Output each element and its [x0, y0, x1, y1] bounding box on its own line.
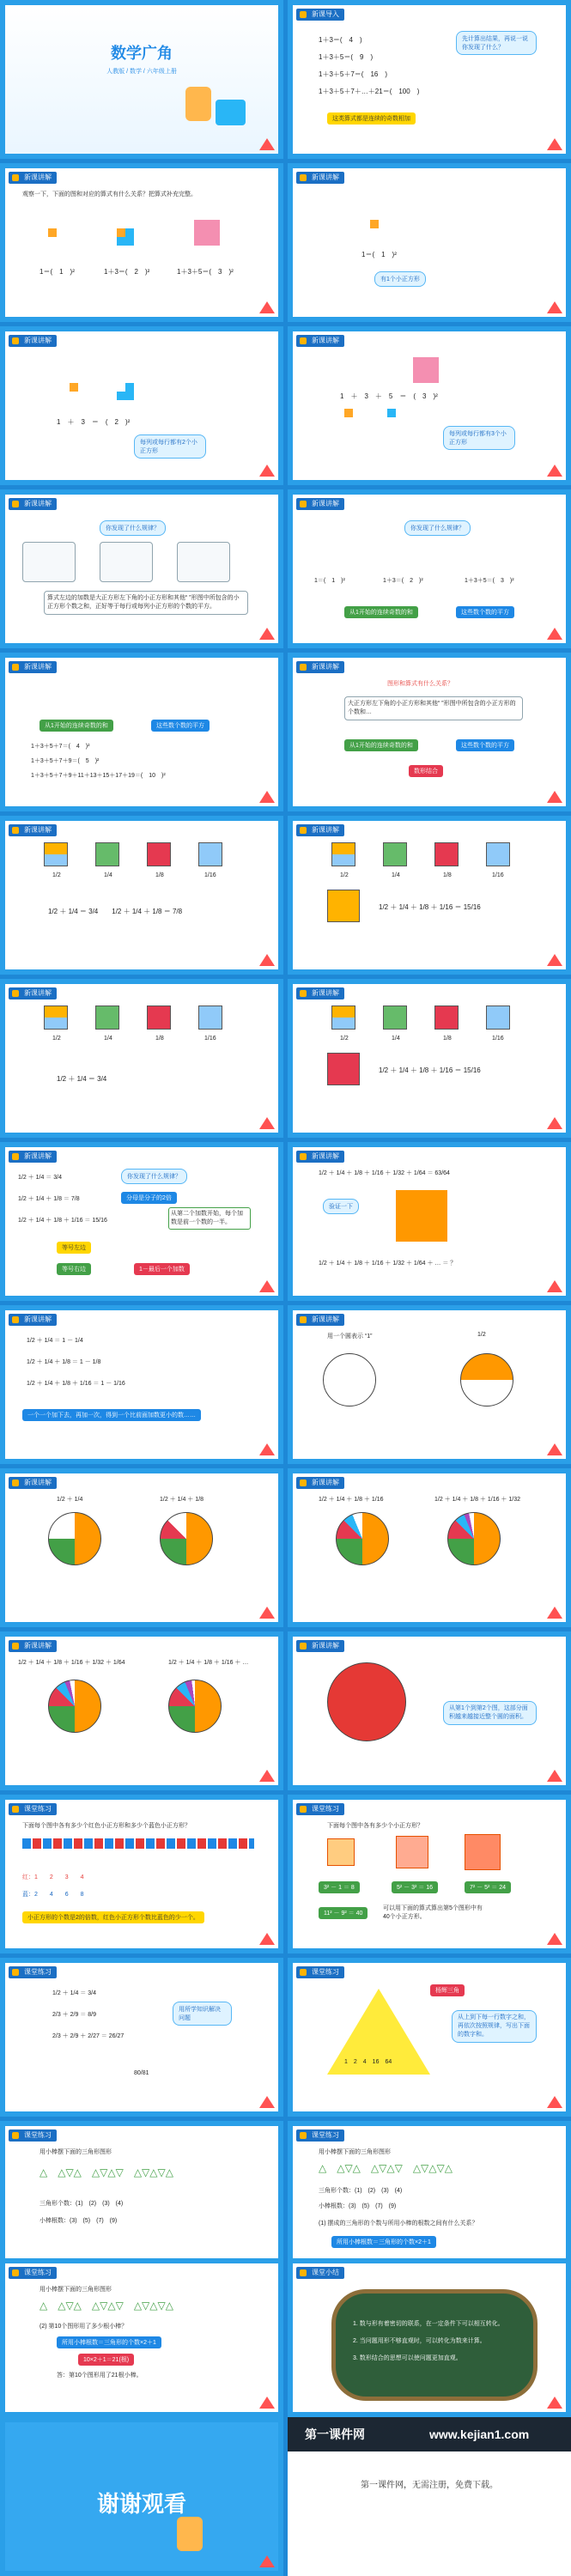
question-bubble: 你发现了什么规律？ — [121, 1169, 187, 1184]
question-bubble: 先计算出结果，再说一说你发现了什么？ — [456, 31, 537, 55]
half-circle — [460, 1353, 513, 1406]
summary-line: 3. 数形结合的思想可以使问题更加直观。 — [353, 2355, 462, 2361]
answer-text: 答：第10个图形用了21根小棒。 — [57, 2372, 143, 2379]
slide-16[interactable] — [288, 1142, 571, 1301]
pie-circle — [168, 1680, 222, 1733]
slide-header: 新课讲解 — [296, 1314, 344, 1326]
eq-3: 1＋3＋5＝( 3 )² — [465, 578, 514, 584]
slide-header: 新课讲解 — [9, 661, 57, 673]
pie-circle — [447, 1512, 501, 1565]
eq: 1 ＋ 3 ＝ ( 2 )² — [57, 418, 131, 426]
slide-header: 课堂练习 — [9, 2129, 57, 2142]
square-2a — [117, 228, 125, 237]
rule-tag-a: 从1开始的连续奇数的和 — [344, 739, 418, 751]
fraction-square-sixteenth — [486, 842, 510, 866]
eq-1: 1/2 ＋ 1/4 ＋ 1/8 ＋ 1/16 ＋ 1/32 ＋ 1/64 — [18, 1660, 125, 1666]
frac-label: 1/4 — [104, 872, 112, 878]
triangle-row: △ △▽△ △▽△▽ △▽△▽△ — [319, 2162, 453, 2174]
figure-box — [100, 542, 153, 582]
pie-circle — [160, 1512, 213, 1565]
eq-1: 1＝( 1 )² — [314, 578, 345, 584]
slide-end[interactable] — [0, 2417, 283, 2576]
slide-8[interactable] — [288, 489, 571, 648]
rule-tag-b: 这些数个数的平方 — [456, 606, 514, 618]
eq-tag: 7² － 5² ＝ 24 — [465, 1881, 511, 1893]
explain-bubble: 每列或每行都有2个小正方形 — [134, 434, 206, 459]
triangle-deco — [259, 301, 275, 313]
explain-bubble: 从第1个到第2个图，这部分面积越来越接近整个圆的面积。 — [443, 1701, 537, 1725]
triangle-row: △ △▽△ △▽△▽ △▽△▽△ — [39, 2300, 173, 2312]
slide-header: 课堂练习 — [9, 1966, 57, 1978]
slide-9[interactable] — [0, 653, 283, 811]
slide-header: 课堂练习 — [9, 2267, 57, 2279]
slide-header: 课堂小结 — [296, 2267, 344, 2279]
blue-count: 蓝：2 4 6 8 — [22, 1892, 84, 1898]
triangle-deco — [259, 1443, 275, 1455]
pie-circle — [336, 1512, 389, 1565]
slide-header: 新课讲解 — [9, 335, 57, 347]
eq-tag: 11² － 9² ＝ 40 — [319, 1907, 368, 1919]
slide-14[interactable] — [288, 979, 571, 1138]
banner-footer: 第一课件网，无需注册，免费下载。 — [361, 2481, 498, 2490]
slide-24[interactable] — [288, 1795, 571, 1953]
square-figure — [396, 1836, 428, 1868]
triangle-deco — [259, 2096, 275, 2108]
eq: 1/2 ＋ 1/4 ＝ 3/4 1/2 ＋ 1/4 ＋ 1/8 ＝ 7/8 — [48, 908, 183, 915]
triangle-deco — [547, 1280, 562, 1292]
slide-3[interactable] — [0, 163, 283, 322]
triangle-deco — [547, 1443, 562, 1455]
frac-label: 1/8 — [443, 872, 452, 878]
method-tag: 数形结合 — [409, 765, 443, 777]
triangle-deco — [547, 2096, 562, 2108]
verify-bubble: 验证一下 — [323, 1199, 359, 1214]
eq-1: 1/2 ＋ 1/4 ＋ 1/8 ＋ 1/16 ＋ 1/32 ＋ 1/64 ＝ 63/64 — [319, 1170, 450, 1176]
eq: 1 ＋ 3 ＋ 5 ＝ ( 3 )² — [340, 392, 438, 400]
fraction-square-quarter — [95, 1005, 119, 1030]
frac-label: 1/8 — [155, 1036, 164, 1042]
eq: 1/2 ＋ 1/4 ＝ 3/4 — [57, 1075, 107, 1083]
fraction-square-half — [44, 1005, 68, 1030]
slide-22[interactable] — [288, 1631, 571, 1790]
square-figure — [327, 1838, 355, 1866]
frac-label: 1/8 — [443, 1036, 452, 1042]
figure-box — [22, 542, 76, 582]
triangle-deco — [547, 301, 562, 313]
summary-line: 1. 数与形有着密切的联系，在一定条件下可以相互转化。 — [353, 2321, 504, 2327]
triangle-deco — [259, 791, 275, 803]
eq-line: 1＋3＋5＋7＝( 4 )² — [31, 744, 90, 750]
square-c — [117, 392, 125, 400]
fraction-square-eighth — [147, 1005, 171, 1030]
triangle-deco — [259, 1607, 275, 1619]
square-1 — [370, 220, 379, 228]
slide-header: 新课讲解 — [9, 824, 57, 836]
rule-tag-a: 从1开始的连续奇数的和 — [344, 606, 418, 618]
page-title: 数学广角 — [111, 45, 173, 62]
caption: 用一个圆表示 “1” — [327, 1334, 373, 1340]
square-2b — [125, 228, 134, 237]
frac-label: 1/2 — [477, 1332, 486, 1338]
slide-header: 新课讲解 — [296, 498, 344, 510]
slide-15[interactable] — [0, 1142, 283, 1301]
frac-label: 1/4 — [392, 1036, 400, 1042]
rule-tag: 分母是分子的2倍 — [121, 1192, 177, 1204]
fraction-square-half — [44, 842, 68, 866]
blackboard — [331, 2289, 538, 2401]
hint-bubble: 用所学知识解决问题 — [173, 2002, 232, 2026]
frac-label: 1/8 — [155, 872, 164, 878]
summary-line: 2. 当问题用形不够直观时，可以转化为数来计算。 — [353, 2338, 486, 2344]
eq-2: 1/2 ＋ 1/4 ＋ 1/8 ＋ 1/16 ＋ … — [168, 1660, 249, 1666]
eq-line: 2/3 ＋ 2/9 ＋ 2/27 ＝ 26/27 — [52, 2033, 125, 2039]
slide-25[interactable] — [0, 1958, 283, 2117]
triangle-deco — [259, 1280, 275, 1292]
slide-header: 新课讲解 — [9, 987, 57, 999]
explanation-text: 大正方形左下角的小正方形和其他“ ”形图中所包含的小正方形的个数和… — [344, 696, 523, 720]
slide-header: 新课讲解 — [296, 1151, 344, 1163]
figure-box — [177, 542, 230, 582]
slide-header: 新课讲解 — [9, 1477, 57, 1489]
stick-count-row: 小棒根数：(3) (5) (7) (9) — [39, 2218, 118, 2224]
site-banner — [288, 2417, 571, 2576]
eq-line: 1＋3＋5＝( 9 ) — [319, 53, 374, 61]
frac-label: 1/4 — [104, 1036, 112, 1042]
slide-5[interactable] — [0, 326, 283, 485]
explain-bubble: 从上到下每一行数字之和，再依次按照规律，写出下面的数字和。 — [452, 2010, 537, 2043]
question-bubble: 你发现了什么规律？ — [100, 520, 166, 536]
brand-name: 第一课件网 — [305, 2427, 365, 2441]
square-3 — [413, 357, 439, 383]
triangle-numbers: 1 2 4 16 64 — [344, 2059, 392, 2065]
pie-circle — [48, 1512, 101, 1565]
slide-27[interactable] — [0, 2121, 283, 2280]
triangle-count-row: 三角形个数：(1) (2) (3) (4) — [39, 2201, 124, 2207]
eq-2: 1/2 ＋ 1/4 ＋ 1/8 ＋ 1/16 ＋ 1/32 ＋ 1/64 ＋ … ＝ ？ — [319, 1261, 457, 1267]
eq-2: 1/2 ＋ 1/4 ＋ 1/8 — [160, 1497, 203, 1503]
slide-29[interactable] — [0, 2258, 283, 2417]
kid-illustration — [177, 2517, 203, 2551]
eq: 1/2 ＋ 1/4 ＋ 1/8 ＋ 1/16 ＝ 15/16 — [379, 903, 481, 911]
eq-line: 1＋3＋5＋7＝( 16 ) — [319, 70, 388, 78]
eq-line: 2/3 ＋ 2/9 ＝ 8/9 — [52, 2012, 96, 2018]
banner-bar — [288, 2417, 571, 2451]
eq-2: 1/2 ＋ 1/4 ＋ 1/8 ＋ 1/16 ＋ 1/32 — [434, 1497, 520, 1503]
eq: 1＝( 1 )² — [361, 251, 397, 258]
slide-6[interactable] — [288, 326, 571, 485]
question-text: 用小棒摆下面的三角形图形 — [39, 2287, 112, 2293]
frac-label: 1/16 — [204, 872, 216, 878]
slide-header: 课堂练习 — [296, 2129, 344, 2142]
slide-17[interactable] — [0, 1305, 283, 1464]
frac-label: 1/2 — [52, 872, 61, 878]
answer-frac: 80/81 — [134, 2070, 149, 2076]
sub-question: (2) 第10个图形用了多少根小棒？ — [39, 2324, 128, 2330]
slide-20[interactable] — [288, 1468, 571, 1627]
frac-label: 1/2 — [52, 1036, 61, 1042]
triangle-deco — [547, 2397, 562, 2409]
slide-header: 课堂练习 — [9, 1803, 57, 1815]
slide-header: 新课讲解 — [296, 335, 344, 347]
square-d — [125, 392, 134, 400]
conclusion-tag: 小正方形的个数是2的倍数，红色小正方形个数比蓝色的少一个。 — [22, 1911, 204, 1923]
eq: 1/2 ＋ 1/4 ＋ 1/8 ＋ 1/16 ＝ 15/16 — [379, 1066, 481, 1074]
slide-header: 新课讲解 — [9, 498, 57, 510]
slide-10[interactable] — [288, 653, 571, 811]
slide-header: 新课讲解 — [296, 1477, 344, 1489]
eq-line: 1＋3＋5＋7＋9＋11＋13＋15＋17＋19＝( 10 )² — [31, 773, 166, 779]
rule-tag: 所用小棒根数＝三角形的个数×2＋1 — [331, 2236, 436, 2248]
square-figure — [465, 1834, 501, 1870]
question-bubble: 你发现了什么规律？ — [404, 520, 471, 536]
whole-circle — [323, 1353, 376, 1406]
eq-tag: 3² － 1 ＝ 8 — [319, 1881, 360, 1893]
triangle-deco — [547, 1933, 562, 1945]
thanks-text: 谢谢观看 — [96, 2491, 186, 2517]
triangle-deco — [547, 628, 562, 640]
square-strip — [22, 1838, 254, 1849]
triangle-deco — [259, 2555, 275, 2567]
eq-line: 1/2 ＋ 1/4 ＋ 1/8 ＝ 7/8 — [18, 1196, 80, 1202]
rule-tag: 所用小棒根数＝三角形的个数×2＋1 — [57, 2336, 161, 2348]
triangle-deco — [259, 465, 275, 477]
combined-square — [327, 1053, 360, 1085]
full-circle — [327, 1662, 406, 1741]
kid-illustration — [185, 87, 211, 121]
conclusion-tag: 这类算式都是连续的奇数相加 — [327, 112, 416, 125]
triangle-deco — [547, 1117, 562, 1129]
slide-header: 新课讲解 — [9, 1151, 57, 1163]
frac-label: 1/2 — [340, 1036, 349, 1042]
explain-bubble: 每列或每行都有3个小正方形 — [443, 426, 515, 450]
eq-line: 1/2 ＋ 1/4 ＋ 1/8 ＝ 1 － 1/8 — [27, 1359, 101, 1365]
eq-line: 1/2 ＋ 1/4 ＝ 3/4 — [52, 1990, 96, 1996]
site-url[interactable]: www.kejian1.com — [429, 2427, 530, 2441]
calc-tag: 10×2＋1＝21(根) — [78, 2354, 134, 2366]
sub-question: (1) 摆成的三角形的个数与所用小棒的根数之间有什么关系？ — [319, 2221, 478, 2227]
explain-bubble: 有1个小正方形 — [374, 271, 426, 287]
frac-label: 1/2 — [340, 872, 349, 878]
slide-header: 新课讲解 — [9, 1640, 57, 1652]
topic-tag: 杨辉三角 — [430, 1984, 465, 1996]
pie-circle — [48, 1680, 101, 1733]
slide-18[interactable] — [288, 1305, 571, 1464]
fraction-square-sixteenth — [486, 1005, 510, 1030]
question-text: 观察一下，下面的图和对应的算式有什么关系？把算式补充完整。 — [22, 191, 197, 197]
frac-label: 1/4 — [392, 872, 400, 878]
fraction-square-quarter — [95, 842, 119, 866]
slide-11[interactable] — [0, 816, 283, 975]
square-b — [387, 409, 396, 417]
square-a — [70, 383, 78, 392]
rule-tag-a: 从1开始的连续奇数的和 — [39, 720, 113, 732]
question-text: 图形和算式有什么关系？ — [387, 681, 453, 687]
frac-label: 1/16 — [492, 872, 504, 878]
triangle-deco — [547, 954, 562, 966]
triangle-deco — [259, 1933, 275, 1945]
slide-header: 新课讲解 — [296, 661, 344, 673]
eq-2: 1＋3＝( 2 )² — [104, 268, 150, 276]
slide-title[interactable] — [0, 0, 283, 159]
explanation-text: 可以用下面的算式算出第5个图形中有40个小正方形。 — [383, 1905, 483, 1920]
question-text: 下面每个图中各有多少个红色小正方形和多少个蓝色小正方形？ — [22, 1823, 191, 1829]
square-b — [125, 383, 134, 392]
square-a — [344, 409, 353, 417]
triangle-deco — [547, 138, 562, 150]
fraction-square-half — [331, 842, 355, 866]
slide-19[interactable] — [0, 1468, 283, 1627]
fraction-square-eighth — [434, 1005, 459, 1030]
slide-4[interactable] — [288, 163, 571, 322]
slide-7[interactable] — [0, 489, 283, 648]
frac-label: 1/16 — [492, 1036, 504, 1042]
result-tag: 1－最后一个加数 — [134, 1263, 190, 1275]
nested-square — [396, 1190, 447, 1242]
triangle-deco — [547, 791, 562, 803]
square-2d — [125, 237, 134, 246]
slide-header: 新课讲解 — [9, 172, 57, 184]
triangle-deco — [259, 954, 275, 966]
eq-line: 1＋3＋5＋7＋…＋21＝( 100 ) — [319, 88, 420, 95]
right-side-tag: 等号右边 — [57, 1263, 91, 1275]
slide-header: 课堂练习 — [296, 1803, 344, 1815]
slide-23[interactable] — [0, 1795, 283, 1953]
eq-line: 1/2 ＋ 1/4 ＝ 3/4 — [18, 1175, 62, 1181]
triangle-row: △ △▽△ △▽△▽ △▽△▽△ — [39, 2166, 173, 2178]
triangle-deco — [259, 138, 275, 150]
slide-2[interactable] — [288, 0, 571, 159]
frac-label: 1/16 — [204, 1036, 216, 1042]
eq-line: 1/2 ＋ 1/4 ＋ 1/8 ＋ 1/16 ＝ 15/16 — [18, 1218, 107, 1224]
eq-line: 1/2 ＋ 1/4 ＋ 1/8 ＋ 1/16 ＝ 1 － 1/16 — [27, 1381, 125, 1387]
explanation-text: 算式左边的加数是大正方形左下角的小正方形和其他“ ”形图中所包含的小正方形个数之和，正好等于每行或每列小正方形的个数的平方。 — [44, 591, 248, 615]
slide-header: 新课讲解 — [296, 987, 344, 999]
slide-header: 课堂练习 — [296, 1966, 344, 1978]
fraction-square-quarter — [383, 842, 407, 866]
left-side-tag: 等号左边 — [57, 1242, 91, 1254]
eq-1: 1＝( 1 )² — [39, 268, 75, 276]
question-text: 下面每个图中各有多少个小正方形？ — [327, 1823, 423, 1829]
question-text: 用小棒摆下面的三角形图形 — [39, 2149, 112, 2155]
fraction-square-half — [331, 1005, 355, 1030]
slide-header: 新课讲解 — [296, 172, 344, 184]
eq-2: 1＋3＝( 2 )² — [383, 578, 423, 584]
combined-square — [327, 890, 360, 922]
slide-header: 新课导入 — [296, 9, 344, 21]
slide-26[interactable] — [288, 1958, 571, 2117]
books-illustration — [216, 100, 246, 125]
triangle-deco — [259, 1117, 275, 1129]
fraction-square-sixteenth — [198, 1005, 222, 1030]
slide-28[interactable] — [288, 2121, 571, 2280]
slide-header: 新课讲解 — [296, 824, 344, 836]
slide-13[interactable] — [0, 979, 283, 1138]
note-tag: 一个一个加下去，再加一次，得到一个比前面加数更小的数…… — [22, 1409, 201, 1421]
triangle-deco — [259, 1770, 275, 1782]
eq-line: 1＋3＋5＋7＋9＝( 5 )² — [31, 758, 100, 764]
square-1 — [48, 228, 57, 237]
eq-line: 1/2 ＋ 1/4 ＝ 1 － 1/4 — [27, 1338, 83, 1344]
square-3 — [194, 220, 220, 246]
triangle-deco — [547, 1770, 562, 1782]
slide-header: 新课讲解 — [9, 1314, 57, 1326]
triangle-count-row: 三角形个数：(1) (2) (3) (4) — [319, 2188, 403, 2194]
eq-1: 1/2 ＋ 1/4 — [57, 1497, 83, 1503]
square-2c — [117, 237, 125, 246]
red-count: 红：1 2 3 4 — [22, 1874, 84, 1880]
eq-tag: 5² － 3² ＝ 16 — [392, 1881, 438, 1893]
slide-12[interactable] — [288, 816, 571, 975]
eq-3: 1＋3＋5＝( 3 )² — [177, 268, 234, 276]
triangle-deco — [547, 465, 562, 477]
slide-header: 新课讲解 — [296, 1640, 344, 1652]
fraction-square-eighth — [147, 842, 171, 866]
question-text: 用小棒摆下面的三角形图形 — [319, 2149, 391, 2155]
fraction-square-eighth — [434, 842, 459, 866]
fraction-square-sixteenth — [198, 842, 222, 866]
slide-21[interactable] — [0, 1631, 283, 1790]
triangle-deco — [547, 1607, 562, 1619]
triangle-deco — [259, 2397, 275, 2409]
rule-tag-b: 这些数个数的平方 — [456, 739, 514, 751]
eq-line: 1＋3＝( 4 ) — [319, 36, 362, 44]
triangle-deco — [259, 628, 275, 640]
eq-1: 1/2 ＋ 1/4 ＋ 1/8 ＋ 1/16 — [319, 1497, 384, 1503]
slide-30[interactable] — [288, 2258, 571, 2417]
rule-text: 从第二个加数开始，每个加数是前一个数的一半。 — [168, 1207, 251, 1230]
subtitle: 人教版 / 数学 / 六年级上册 — [106, 69, 177, 75]
stick-count-row: 小棒根数：(3) (5) (7) (9) — [319, 2203, 397, 2209]
rule-tag-b: 这些数个数的平方 — [151, 720, 210, 732]
fraction-square-quarter — [383, 1005, 407, 1030]
